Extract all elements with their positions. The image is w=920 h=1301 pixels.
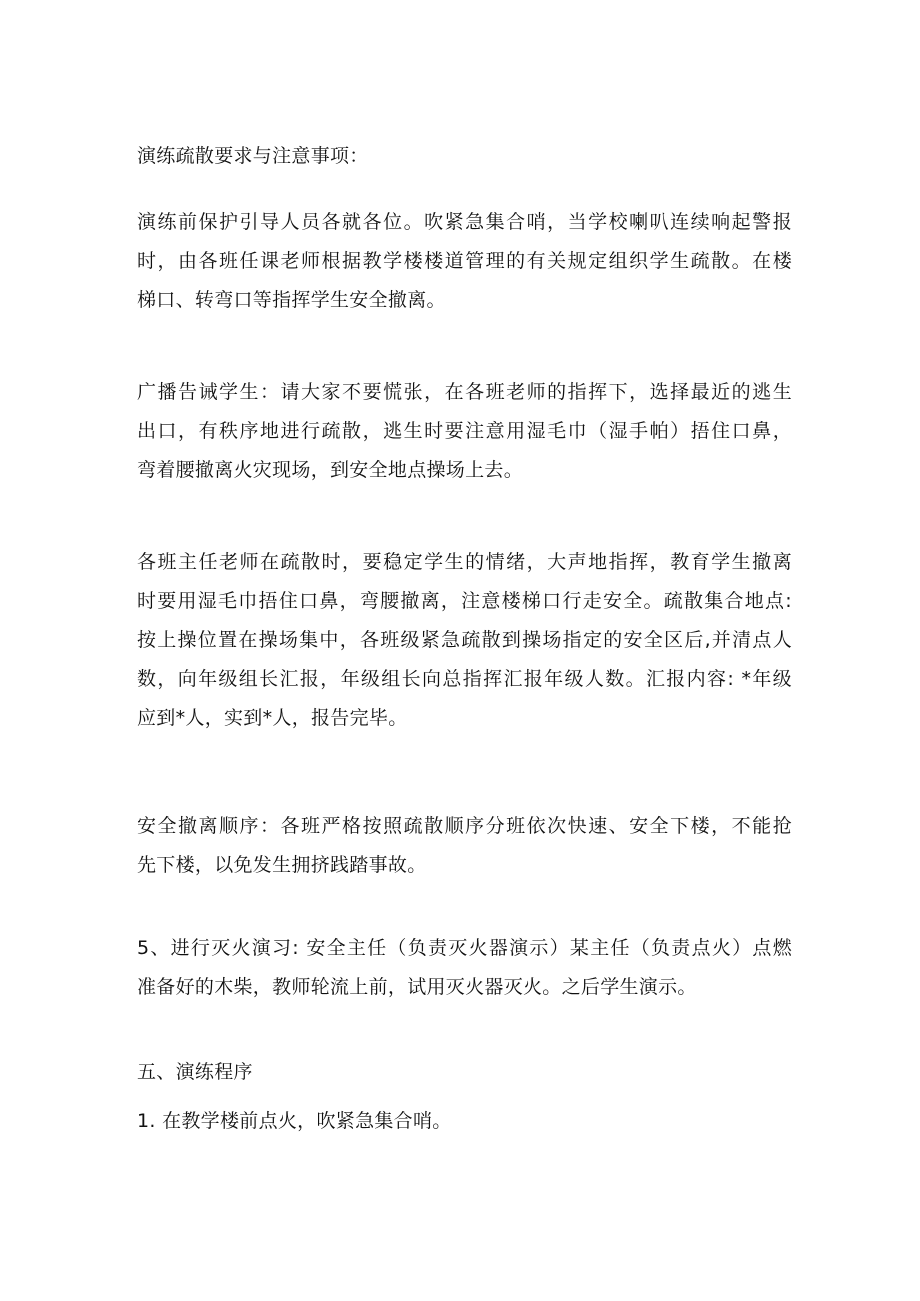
paragraph-4-line-2: 先下楼，以免发生拥挤践踏事故。 [137, 854, 427, 876]
paragraph-2-line-1: 广播告诫学生：请大家不要慌张，在各班老师的指挥下，选择最近的逃生 [137, 381, 792, 403]
paragraph-5-line-1: 5、进行灭火演习: 安全主任（负责灭火器演示）某主任（负责点火）点燃 [137, 937, 792, 959]
paragraph-3-line-1: 各班主任老师在疏散时，要稳定学生的情绪，大声地指挥，教育学生撤离 [137, 551, 792, 573]
paragraph-2-line-3: 弯着腰撤离火灾现场，到安全地点操场上去。 [137, 459, 524, 481]
paragraph-5 [137, 929, 792, 1007]
paragraph-3-line-3: 按上操位置在操场集中，各班级紧急疏散到操场指定的安全区后,并清点人 [137, 629, 792, 651]
paragraph-2-line-2: 出口，有秩序地进行疏散，逃生时要注意用湿毛巾（湿手帕）捂住口鼻， [137, 420, 792, 442]
paragraph-1-line-1: 演练前保护引导人员各就各位。吹紧急集合哨，当学校喇叭连续响起警报 [137, 211, 792, 233]
paragraph-1 [137, 203, 792, 320]
section-title-text: 五、演练程序 [137, 1061, 253, 1083]
paragraph-3-line-5: 应到*人，实到*人，报告完毕。 [137, 707, 408, 729]
list-item-1-text: 1. 在教学楼前点火，吹紧急集合哨。 [137, 1110, 452, 1132]
paragraph-2 [137, 373, 792, 490]
section-title [137, 1053, 792, 1092]
paragraph-4-line-1: 安全撤离顺序：各班严格按照疏散顺序分班依次快速、安全下楼，不能抢 [137, 815, 792, 837]
paragraph-5-line-2: 准备好的木柴，教师轮流上前，试用灭火器灭火。之后学生演示。 [137, 976, 697, 998]
paragraph-4 [137, 807, 792, 885]
heading-text: 演练疏散要求与注意事项： [137, 145, 369, 167]
paragraph-3-line-4: 数，向年级组长汇报，年级组长向总指挥汇报年级人数。汇报内容: *年级 [137, 668, 792, 690]
list-item-1 [137, 1102, 792, 1141]
heading [137, 137, 792, 176]
paragraph-1-line-3: 梯口、转弯口等指挥学生安全撤离。 [137, 289, 446, 311]
paragraph-1-line-2: 时，由各班任课老师根据教学楼楼道管理的有关规定组织学生疏散。在楼 [137, 250, 792, 272]
paragraph-3 [137, 543, 792, 738]
paragraph-3-line-2: 时要用湿毛巾捂住口鼻，弯腰撤离，注意楼梯口行走安全。疏散集合地点: [137, 590, 792, 612]
